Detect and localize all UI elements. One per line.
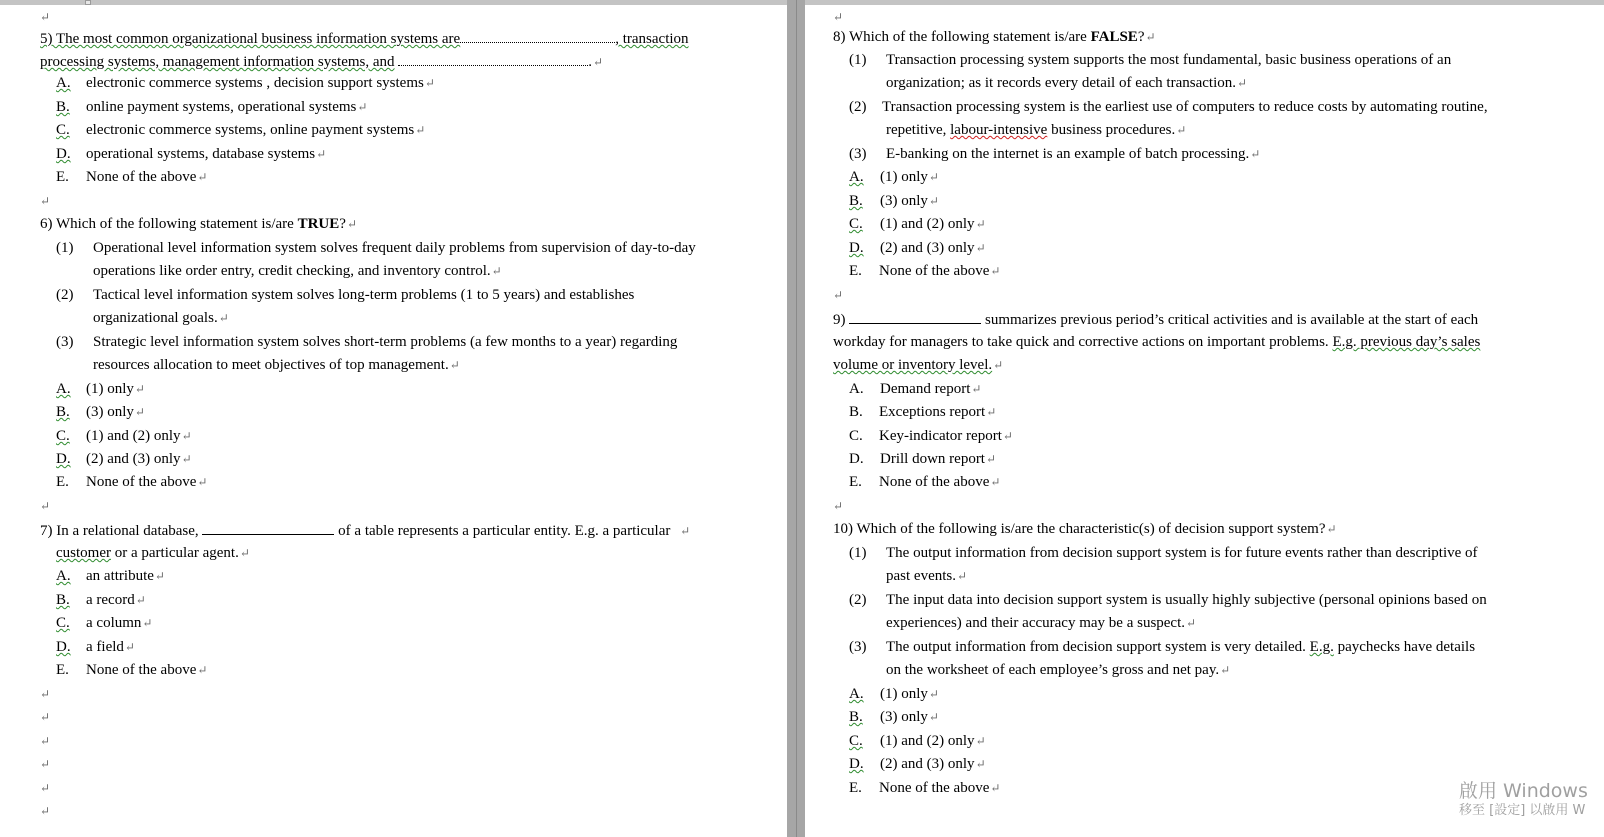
- q5-option-c[interactable]: C. electronic commerce systems, online payment systems↵: [56, 122, 426, 138]
- q7-option-e[interactable]: E. None of the above↵: [56, 662, 208, 678]
- q7-option-b[interactable]: B. a record↵: [56, 592, 146, 608]
- page-left: [0, 5, 787, 837]
- q8-option-d[interactable]: D. (2) and (3) only↵: [849, 240, 986, 256]
- q9-option-d[interactable]: D. Drill down report↵: [849, 451, 997, 467]
- q8-option-c[interactable]: C. (1) and (2) only↵: [849, 216, 986, 232]
- q8-statement-3: (3) E-banking on the internet is an example of batch processing.↵: [849, 146, 1261, 162]
- q7-option-c[interactable]: C. a column↵: [56, 615, 153, 631]
- q10-stem: 10) Which of the following is/are the characteristic(s) of decision support system?↵: [833, 521, 1337, 537]
- page-gutter-line: [796, 0, 797, 837]
- paragraph-mark: ↵: [40, 194, 51, 208]
- q8-statement-1: (1) Transaction processing system supports the most fundamental, basic business operations of an: [849, 52, 1452, 68]
- q7-stem-line2: customer or a particular agent.↵: [56, 545, 250, 561]
- q6-statement-1: (1) Operational level information system solves frequent daily problems from supervision of day-to-day: [56, 240, 696, 256]
- q10-option-a[interactable]: A. (1) only↵: [849, 686, 939, 702]
- q5-option-e[interactable]: E. None of the above↵: [56, 169, 208, 185]
- q5-option-a[interactable]: A. electronic commerce systems , decision support systems↵: [56, 75, 435, 91]
- q7-blank[interactable]: [202, 519, 334, 535]
- q8-stem: 8) Which of the following statement is/are FALSE?↵: [833, 29, 1156, 45]
- q10-option-c[interactable]: C. (1) and (2) only↵: [849, 733, 986, 749]
- q5-option-d[interactable]: D. operational systems, database systems↵: [56, 146, 327, 162]
- q8-statement-2-cont: repetitive, labour-intensive business procedures.↵: [886, 122, 1187, 138]
- q10-statement-1: (1) The output information from decision support system is for future events rather than descriptive of: [849, 545, 1478, 561]
- q6-statement-1-cont: operations like order entry, credit checking, and inventory control.↵: [93, 263, 502, 279]
- q9-stem-line1: 9) summarizes previous period’s critical activities and is available at the start of each: [833, 308, 1478, 330]
- q6-statement-3: (3) Strategic level information system solves short-term problems (a few months to a year) regarding: [56, 334, 678, 350]
- q9-option-a[interactable]: A. Demand report↵: [849, 381, 982, 397]
- q6-stem: 6) Which of the following statement is/are TRUE?↵: [40, 216, 357, 232]
- paragraph-mark: ↵: [833, 10, 844, 24]
- q5-stem-line1: 5) The most common organizational business information systems are , transaction: [40, 27, 689, 49]
- watermark-title: 啟用 Windows: [1459, 780, 1588, 802]
- q10-option-b[interactable]: B. (3) only↵: [849, 709, 939, 725]
- q5-option-b[interactable]: B. online payment systems, operational systems↵: [56, 99, 368, 115]
- paragraph-mark: ↵: [40, 687, 51, 701]
- q6-statement-2: (2) Tactical level information system solves long-term problems (1 to 5 years) and establishes: [56, 287, 635, 303]
- q6-statement-3-cont: resources allocation to meet objectives of top management.↵: [93, 357, 460, 373]
- q6-option-e[interactable]: E. None of the above↵: [56, 474, 208, 490]
- paragraph-mark: ↵: [40, 734, 51, 748]
- q10-statement-1-cont: past events.↵: [886, 568, 968, 584]
- paragraph-mark: ↵: [40, 499, 51, 513]
- q6-option-c[interactable]: C. (1) and (2) only↵: [56, 428, 192, 444]
- watermark-subtitle: 移至 [設定] 以啟用 W: [1459, 803, 1586, 818]
- q9-blank[interactable]: [849, 308, 981, 324]
- q8-statement-1-cont: organization; as it records every detail of each transaction.↵: [886, 75, 1248, 91]
- q10-statement-3-cont: on the worksheet of each employee’s gross and net pay.↵: [886, 662, 1231, 678]
- q8-option-a[interactable]: A. (1) only↵: [849, 169, 939, 185]
- q8-statement-2: (2) Transaction processing system is the earliest use of computers to reduce costs by automating routine,: [849, 99, 1488, 115]
- paragraph-mark: ↵: [40, 10, 51, 24]
- q9-stem-line3: volume or inventory level.↵: [833, 357, 1004, 373]
- page-right: [805, 5, 1604, 837]
- q9-option-b[interactable]: B. Exceptions report↵: [849, 404, 997, 420]
- q10-statement-2-cont: experiences) and their accuracy may be a suspect.↵: [886, 615, 1197, 631]
- q10-option-d[interactable]: D. (2) and (3) only↵: [849, 756, 986, 772]
- q7-stem-line1: 7) In a relational database, of a table represents a particular entity. E.g. a particular ↵: [40, 519, 690, 541]
- paragraph-mark: ↵: [40, 781, 51, 795]
- q8-option-b[interactable]: B. (3) only↵: [849, 193, 939, 209]
- q9-option-c[interactable]: C. Key-indicator report↵: [849, 428, 1013, 444]
- q6-option-a[interactable]: A. (1) only↵: [56, 381, 145, 397]
- q6-statement-2-cont: organizational goals.↵: [93, 310, 229, 326]
- paragraph-mark: ↵: [40, 804, 51, 818]
- q10-statement-2: (2) The input data into decision support system is usually highly subjective (personal opinions based on: [849, 592, 1487, 608]
- q6-option-b[interactable]: B. (3) only↵: [56, 404, 145, 420]
- paragraph-mark: ↵: [833, 288, 844, 302]
- q7-option-a[interactable]: A. an attribute↵: [56, 568, 165, 584]
- q9-stem-line2: workday for managers to take quick and corrective actions on important problems. E.g. previous day’s sales: [833, 334, 1481, 350]
- q10-statement-3: (3) The output information from decision support system is very detailed. E.g. paychecks have details: [849, 639, 1476, 655]
- q5-blank-1[interactable]: [460, 27, 615, 43]
- q9-option-e[interactable]: E. None of the above↵: [849, 474, 1001, 490]
- q7-option-d[interactable]: D. a field↵: [56, 639, 135, 655]
- q6-option-d[interactable]: D. (2) and (3) only↵: [56, 451, 192, 467]
- q10-option-e[interactable]: E. None of the above↵: [849, 780, 1001, 796]
- paragraph-mark: ↵: [833, 499, 844, 513]
- windows-activation-watermark: [1459, 780, 1588, 820]
- paragraph-mark: ↵: [40, 757, 51, 771]
- q5-stem-line2: processing systems, management information systems, and .↵: [40, 50, 603, 72]
- q5-blank-2[interactable]: [398, 50, 588, 66]
- paragraph-mark: ↵: [40, 710, 51, 724]
- q8-option-e[interactable]: E. None of the above↵: [849, 263, 1001, 279]
